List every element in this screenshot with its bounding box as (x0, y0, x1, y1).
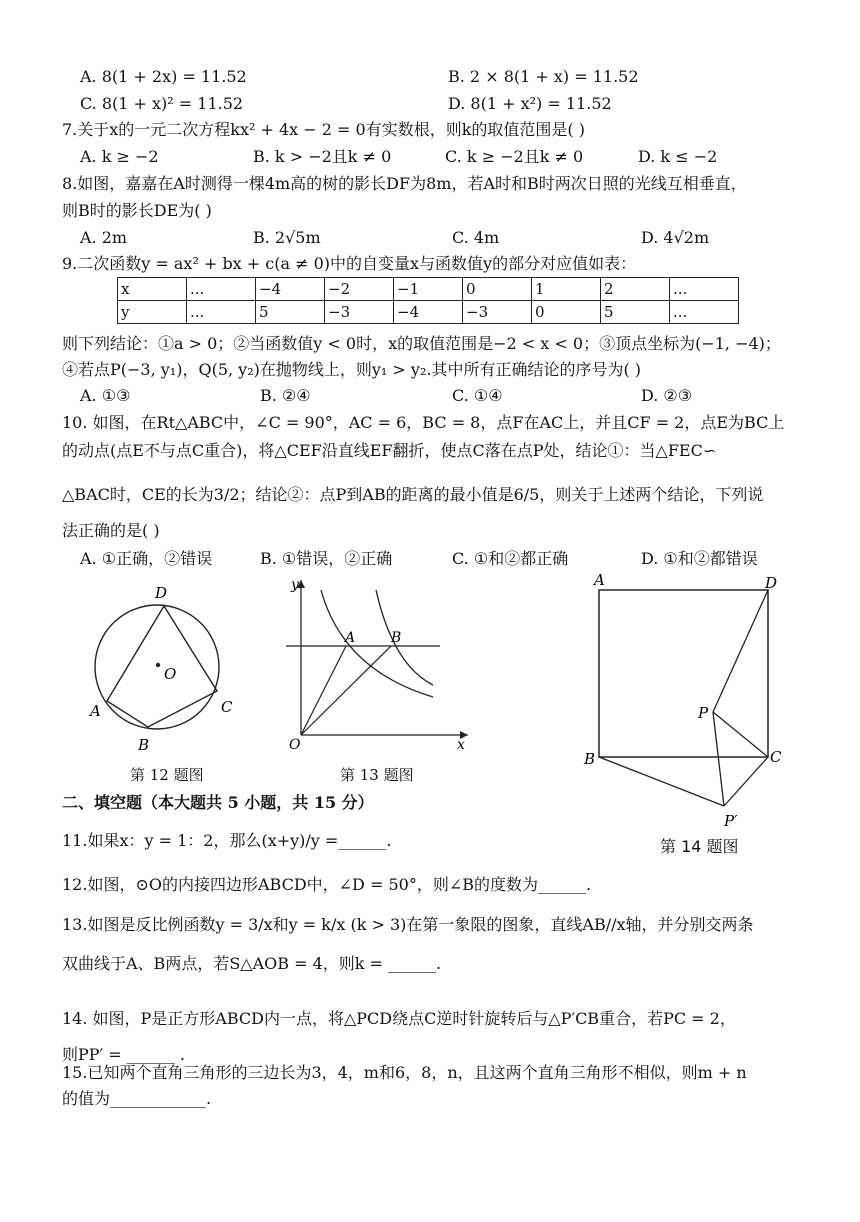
fig14-label-c: C (770, 748, 782, 766)
fig12-label-d: D (155, 584, 168, 602)
q10-line1: 10. 如图，在Rt△ABC中，∠C = 90°，AC = 6，BC = 8，点F在AC上，并且CF = 2，点E为BC上 (62, 413, 785, 432)
table-cell: −4 (394, 301, 463, 324)
section2-title: 二、填空题（本大题共 5 小题，共 15 分） (62, 793, 374, 812)
fig14-label-d: D (765, 574, 778, 592)
fig13-caption: 第 13 题图 (340, 766, 414, 784)
fig12-label-c: C (221, 698, 233, 716)
q9-option-a: A. ①③ (80, 386, 131, 405)
q10-option-d: D. ①和②都错误 (641, 549, 758, 568)
q9-value-table (117, 277, 739, 324)
q9-stem: 9.二次函数y = ax² + bx + c(a ≠ 0)中的自变量x与函数值y的部分对应值如表： (62, 254, 637, 273)
table-cell: −4 (256, 278, 325, 301)
figure-13-hyperbolas (283, 575, 473, 757)
fig12-caption: 第 12 题图 (130, 766, 204, 784)
q15-line1: 15.已知两个直角三角形的三边长为3，4，m和6，8，n，且这两个直角三角形不相似，则m + n (62, 1063, 747, 1082)
fig13-label-y: y (291, 577, 299, 593)
q11-text: 11.如果x：y = 1：2，那么(x+y)/y =______. (62, 831, 392, 850)
table-cell: 2 (601, 278, 670, 301)
fig14-label-a: A (594, 571, 605, 589)
table-cell: −3 (463, 301, 532, 324)
q13-line1: 13.如图是反比例函数y = 3/x和y = k/x (k > 3)在第一象限的图象，直线AB//x轴，并分别交两条 (62, 915, 754, 934)
fig14-label-b: B (584, 750, 596, 768)
q8-option-b: B. 2√5m (253, 228, 321, 247)
fig14-label-p: P (698, 704, 709, 722)
table-cell: 5 (256, 301, 325, 324)
q9-option-b: B. ②④ (260, 386, 311, 405)
q6-option-b: B. 2 × 8(1 + x) = 11.52 (448, 67, 639, 86)
q8-option-d: D. 4√2m (641, 228, 710, 247)
q8-stem-line1: 8.如图，嘉嘉在A时测得一棵4m高的树的影长DF为8m，若A时和B时两次日照的光线互相垂直， (62, 174, 747, 193)
q8-option-a: A. 2m (80, 228, 128, 247)
q10-option-a: A. ①正确，②错误 (80, 549, 213, 568)
table-cell: 5 (601, 301, 670, 324)
q8-option-c: C. 4m (452, 228, 500, 247)
q10-line2: 的动点(点E不与点C重合)，将△CEF沿直线EF翻折，使点C落在点P处，结论①：当△FEC∽ (62, 441, 717, 460)
q8-stem-line2: 则B时的影长DE为( ) (62, 201, 212, 220)
q9-conclusion-line2: ④若点P(−3, y₁)，Q(5, y₂)在抛物线上，则y₁ > y₂.其中所有正确结论的序号为( ) (62, 360, 642, 379)
table-cell: ... (187, 278, 256, 301)
table-cell: y (118, 301, 187, 324)
fig12-label-b: B (138, 736, 150, 753)
table-cell: x (118, 278, 187, 301)
table-cell: 1 (532, 278, 601, 301)
q14-line1: 14. 如图，P是正方形ABCD内一点，将△PCD绕点C逆时针旋转后与△P′CB重合，若PC = 2， (62, 1009, 736, 1028)
table-cell: ... (670, 301, 739, 324)
q6-option-c: C. 8(1 + x)² = 11.52 (80, 94, 244, 113)
figure-12-circle (85, 578, 245, 753)
q9-option-c: C. ①④ (452, 386, 503, 405)
table-cell: −3 (325, 301, 394, 324)
fig13-label-a: A (345, 630, 356, 646)
table-row (118, 301, 739, 324)
q14-line2: 则PP′ = ______ . (62, 1045, 185, 1064)
figure-14-square (580, 570, 800, 832)
q10-line3: △BAC时，CE的长为3/2；结论②：点P到AB的距离的最小值是6/5，则关于上述两个结论，下列说 (62, 485, 764, 504)
fig13-label-o: O (289, 737, 301, 753)
table-cell: −1 (394, 278, 463, 301)
q12-text: 12.如图，⊙O的内接四边形ABCD中，∠D = 50°，则∠B的度数为______. (62, 875, 592, 894)
fig12-label-o: O (164, 665, 177, 683)
q9-option-d: D. ②③ (641, 386, 693, 405)
q9-conclusion-line1: 则下列结论：①a > 0；②当函数值y < 0时，x的取值范围是−2 < x < 0；③顶点坐标为(−1, −4)； (62, 334, 781, 353)
table-cell: 0 (532, 301, 601, 324)
fig13-label-b: B (391, 630, 402, 646)
fig14-label-p-prime: P′ (724, 812, 738, 830)
q10-option-c: C. ①和②都正确 (452, 549, 569, 568)
q6-option-d: D. 8(1 + x²) = 11.52 (448, 94, 612, 113)
fig12-label-a: A (90, 702, 101, 720)
q7-stem: 7.关于x的一元二次方程kx² + 4x − 2 = 0有实数根，则k的取值范围是( ) (62, 120, 585, 139)
q10-line4: 法正确的是( ) (62, 521, 160, 540)
table-cell: 0 (463, 278, 532, 301)
table-cell: −2 (325, 278, 394, 301)
table-row (118, 278, 739, 301)
table-cell: ... (187, 301, 256, 324)
q7-option-a: A. k ≥ −2 (80, 147, 159, 166)
q10-option-b: B. ①错误，②正确 (260, 549, 393, 568)
fig14-caption: 第 14 题图 (660, 837, 739, 856)
fig13-label-x: x (457, 737, 465, 753)
q7-option-d: D. k ≤ −2 (638, 147, 718, 166)
q15-line2: 的值为____________. (62, 1089, 212, 1108)
q7-option-b: B. k > −2且k ≠ 0 (253, 147, 392, 166)
q7-option-c: C. k ≥ −2且k ≠ 0 (445, 147, 584, 166)
q13-line2: 双曲线于A、B两点，若S△AOB = 4，则k = ______. (62, 954, 442, 973)
table-cell: ... (670, 278, 739, 301)
q6-option-a: A. 8(1 + 2x) = 11.52 (80, 67, 247, 86)
